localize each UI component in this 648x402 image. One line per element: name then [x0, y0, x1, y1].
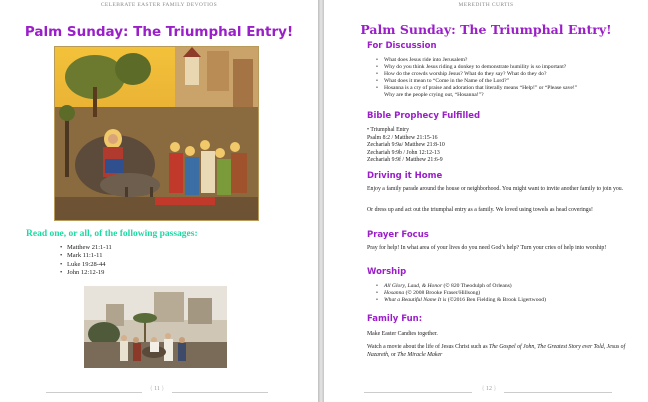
page-title: Palm Sunday: The Triumphal Entry!: [24, 24, 294, 40]
driving-paragraph: Or dress up and act out the triumphal entry as a family. We loved using towels as head coverings!: [367, 207, 593, 213]
list-item: • Why do you think Jesus riding a donkey to demonstrate humility is so important?: [376, 64, 567, 71]
running-head: CELEBRATE EASTER FAMILY DEVOTIOS: [100, 2, 218, 8]
list-item: • Mark 11:1-11: [60, 252, 103, 260]
discussion-heading: For Discussion: [367, 41, 437, 51]
prayer-paragraph: Pray for help! In what area of your lives do you need God’s help? Turn your cries of help into worship!: [367, 245, 607, 251]
prophecy-heading: Bible Prophecy Fulfilled: [367, 111, 481, 121]
page-number: { 11 }: [149, 386, 165, 392]
list-item: • What does it mean to “Come in the Name of the Lord?”: [376, 78, 510, 85]
right-page: [324, 0, 648, 402]
list-item: • Hosanna (© 2008 Brooke Fraser/Hillsong): [376, 290, 481, 297]
fun-paragraph: Watch a movie about the life of Jesus Christ such as The Gospel of John, The Greatest Story ever Told, Jesus of Nazareth, or The Miracle Maker: [367, 344, 626, 358]
list-item: • Matthew 21:1-11: [60, 244, 112, 251]
footer-rule: [504, 392, 612, 393]
list-item: • Luke 19:28-44: [60, 260, 106, 268]
prayer-heading: Prayer Focus: [367, 230, 429, 240]
list-item: • What does Jesus ride into Jerusalem?: [376, 57, 468, 63]
fun-heading: Family Fun:: [367, 314, 423, 324]
page-title: Palm Sunday: The Triumphal Entry!: [360, 22, 612, 37]
list-item: Why are the people crying out, “Hosanna!”?: [384, 92, 484, 99]
triumphal-entry-painting: [54, 46, 259, 221]
list-item: • What a Beautiful Name It is (©2016 Ben Fielding & Brook Ligertwood): [376, 297, 546, 304]
page-number: { 12 }: [481, 386, 497, 392]
driving-paragraph: Enjoy a family parade around the house or neighborhood. You might want to invite another family to join you.: [367, 186, 624, 192]
jerusalem-crowd-photo: [84, 286, 227, 368]
footer-rule: [172, 392, 268, 393]
prophecy-list: • Triumphal Entry Psalm 8:2 / Matthew 21:15-16 Zechariah 9:9a/ Matthew 21:8-10 Zechariah 9:9b / John 12:12-13 Zechariah 9:9f / Matthew 21:6-9: [367, 127, 445, 164]
footer-rule: [364, 392, 472, 393]
passages-heading: Read one, or all, of the following passages:: [26, 229, 198, 239]
fun-line: Make Easter Candies together.: [367, 331, 438, 337]
worship-list: [376, 283, 636, 304]
footer-rule: [46, 392, 142, 393]
discussion-list: [376, 57, 636, 100]
list-item: • John 12:12-19: [60, 269, 105, 277]
driving-heading: Driving it Home: [367, 171, 443, 181]
list-item: • All Glory, Laud, & Honor (© 820 Theodulph of Orleans): [376, 283, 512, 289]
list-item: • Hosanna is a cry of praise and adoration that literally means “Help!” or “Please save!”: [376, 85, 578, 92]
list-item: • How do the crowds worship Jesus? What do they say? What do they do?: [376, 71, 547, 78]
left-page: [0, 0, 318, 402]
passages-list: [60, 244, 112, 278]
running-head: MEREDITH CURTIS: [458, 2, 514, 8]
worship-heading: Worship: [367, 267, 407, 277]
